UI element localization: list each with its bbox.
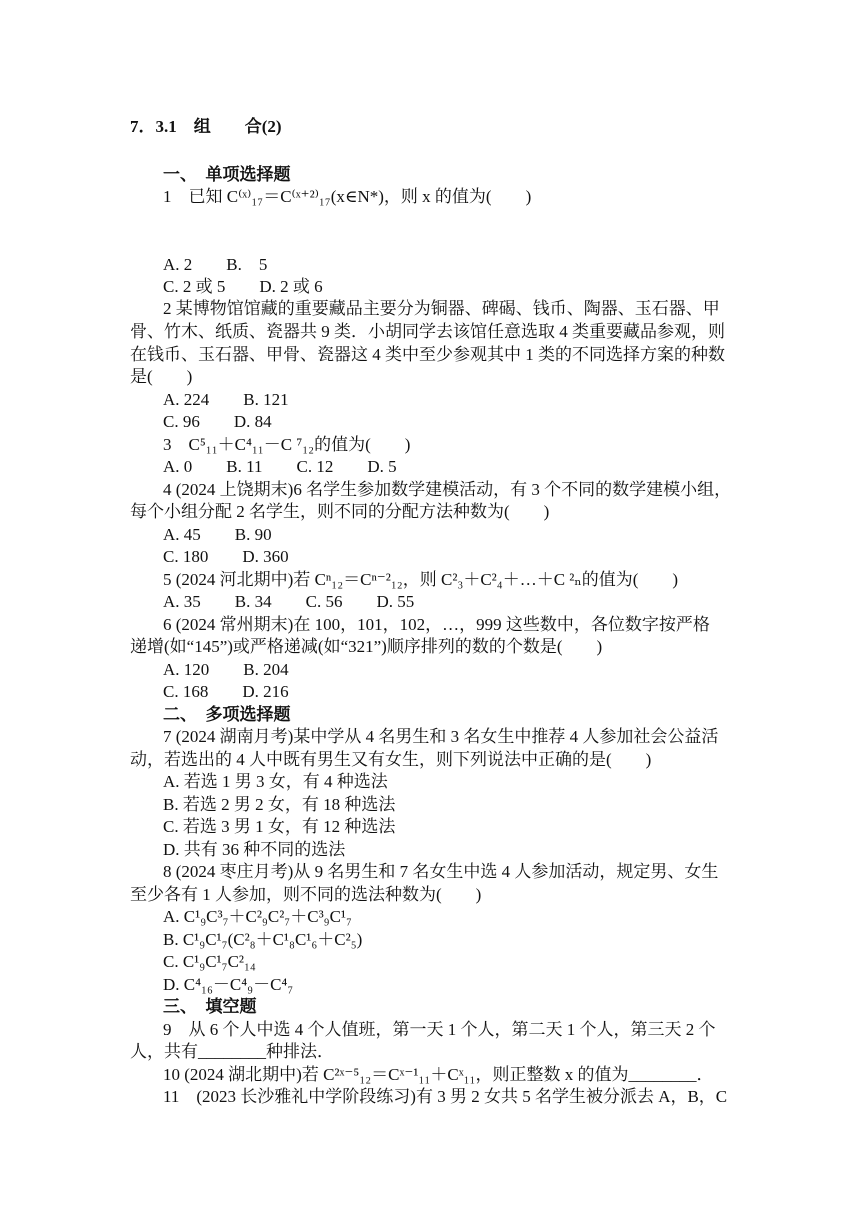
q7-line-2: 动，若选出的 4 人中既有男生又有女生，则下列说法中正确的是( ): [130, 750, 652, 769]
q3-options: A. 0 B. 11 C. 12 D. 5: [163, 457, 397, 476]
q6-options-cd: C. 168 D. 216: [163, 682, 289, 701]
q8-line-1: 8 (2024 枣庄月考)从 9 名男生和 7 名女生中选 4 人参加活动，规定男、女生: [163, 862, 719, 881]
q6-line-2: 递增(如“145”)或严格递减(如“321”)顺序排列的数的个数是( ): [130, 637, 603, 656]
q1-options-cd: C. 2 或 5 D. 2 或 6: [163, 277, 323, 296]
q2-line-1: 2 某博物馆馆藏的重要藏品主要分为铜器、碑碣、钱币、陶器、玉石器、甲: [163, 299, 720, 318]
q2-line-2: 骨、竹木、纸质、瓷器共 9 类．小胡同学去该馆任意选取 4 类重要藏品参观，则: [130, 322, 725, 341]
q1-stem: 1 已知 C⁽ˣ⁾₁₇＝C⁽ˣ⁺²⁾₁₇(x∈N*)，则 x 的值为( ): [163, 187, 532, 206]
q7-option-c: C. 若选 3 男 1 女，有 12 种选法: [163, 817, 396, 836]
q8-line-2: 至少各有 1 人参加，则不同的选法种数为( ): [130, 885, 482, 904]
q4-line-2: 每个小组分配 2 名学生，则不同的分配方法种数为( ): [130, 502, 550, 521]
q2-line-4: 是( ): [130, 367, 193, 386]
q4-options-ab: A. 45 B. 90: [163, 525, 272, 544]
q8-option-c: C. C¹₉C¹₇C²₁₄: [163, 952, 256, 971]
q6-line-1: 6 (2024 常州期末)在 100，101，102，…，999 这些数中，各位数字按严格: [163, 615, 710, 634]
q2-line-3: 在钱币、玉石器、甲骨、瓷器这 4 类中至少参观其中 1 类的不同选择方案的种数: [130, 345, 725, 364]
q9-line-1: 9 从 6 个人中选 4 个人值班，第一天 1 个人，第二天 1 个人，第三天 2 个: [163, 1020, 716, 1039]
q4-line-1: 4 (2024 上饶期末)6 名学生参加数学建模活动，有 3 个不同的数学建模小组，: [163, 480, 732, 499]
q10-stem: 10 (2024 湖北期中)若 C²ˣ⁻⁵₁₂＝Cˣ⁻¹₁₁＋Cˣ₁₁，则正整数 x 的值为________．: [163, 1065, 714, 1084]
q3-stem: 3 C⁵₁₁＋C⁴₁₁－C ⁷₁₂的值为( ): [163, 435, 411, 454]
q7-line-1: 7 (2024 湖南月考)某中学从 4 名男生和 3 名女生中推荐 4 人参加社会公益活: [163, 727, 719, 746]
q1-options-ab: A. 2 B. 5: [163, 255, 268, 274]
section-multi-choice: 二、 多项选择题: [163, 705, 291, 724]
q7-option-a: A. 若选 1 男 3 女，有 4 种选法: [163, 772, 388, 791]
q8-option-b: B. C¹₉C¹₇(C²₈＋C¹₈C¹₆＋C²₅): [163, 930, 363, 949]
q4-options-cd: C. 180 D. 360: [163, 547, 289, 566]
section-fill-blank: 三、 填空题: [163, 997, 257, 1016]
q5-options: A. 35 B. 34 C. 56 D. 55: [163, 592, 415, 611]
q2-options-ab: A. 224 B. 121: [163, 390, 289, 409]
q8-option-a: A. C¹₉C³₇＋C²₉C²₇＋C³₉C¹₇: [163, 907, 352, 926]
q2-options-cd: C. 96 D. 84: [163, 412, 272, 431]
page-title: 7．3.1 组 合(2): [130, 117, 282, 136]
q5-stem: 5 (2024 河北期中)若 Cⁿ₁₂＝Cⁿ⁻²₁₂，则 C²₃＋C²₄＋…＋C ²ₙ的值为( ): [163, 570, 679, 589]
q11-line-1: 11 (2023 长沙雅礼中学阶段练习)有 3 男 2 女共 5 名学生被分派去 A，B，C: [163, 1087, 728, 1106]
q7-option-b: B. 若选 2 男 2 女，有 18 种选法: [163, 795, 396, 814]
q9-line-2: 人，共有________种排法．: [130, 1042, 334, 1061]
q7-option-d: D. 共有 36 种不同的选法: [163, 840, 346, 859]
q8-option-d: D. C⁴₁₆－C⁴₉－C⁴₇: [163, 975, 294, 994]
q6-options-ab: A. 120 B. 204: [163, 660, 289, 679]
section-single-choice: 一、 单项选择题: [163, 165, 291, 184]
